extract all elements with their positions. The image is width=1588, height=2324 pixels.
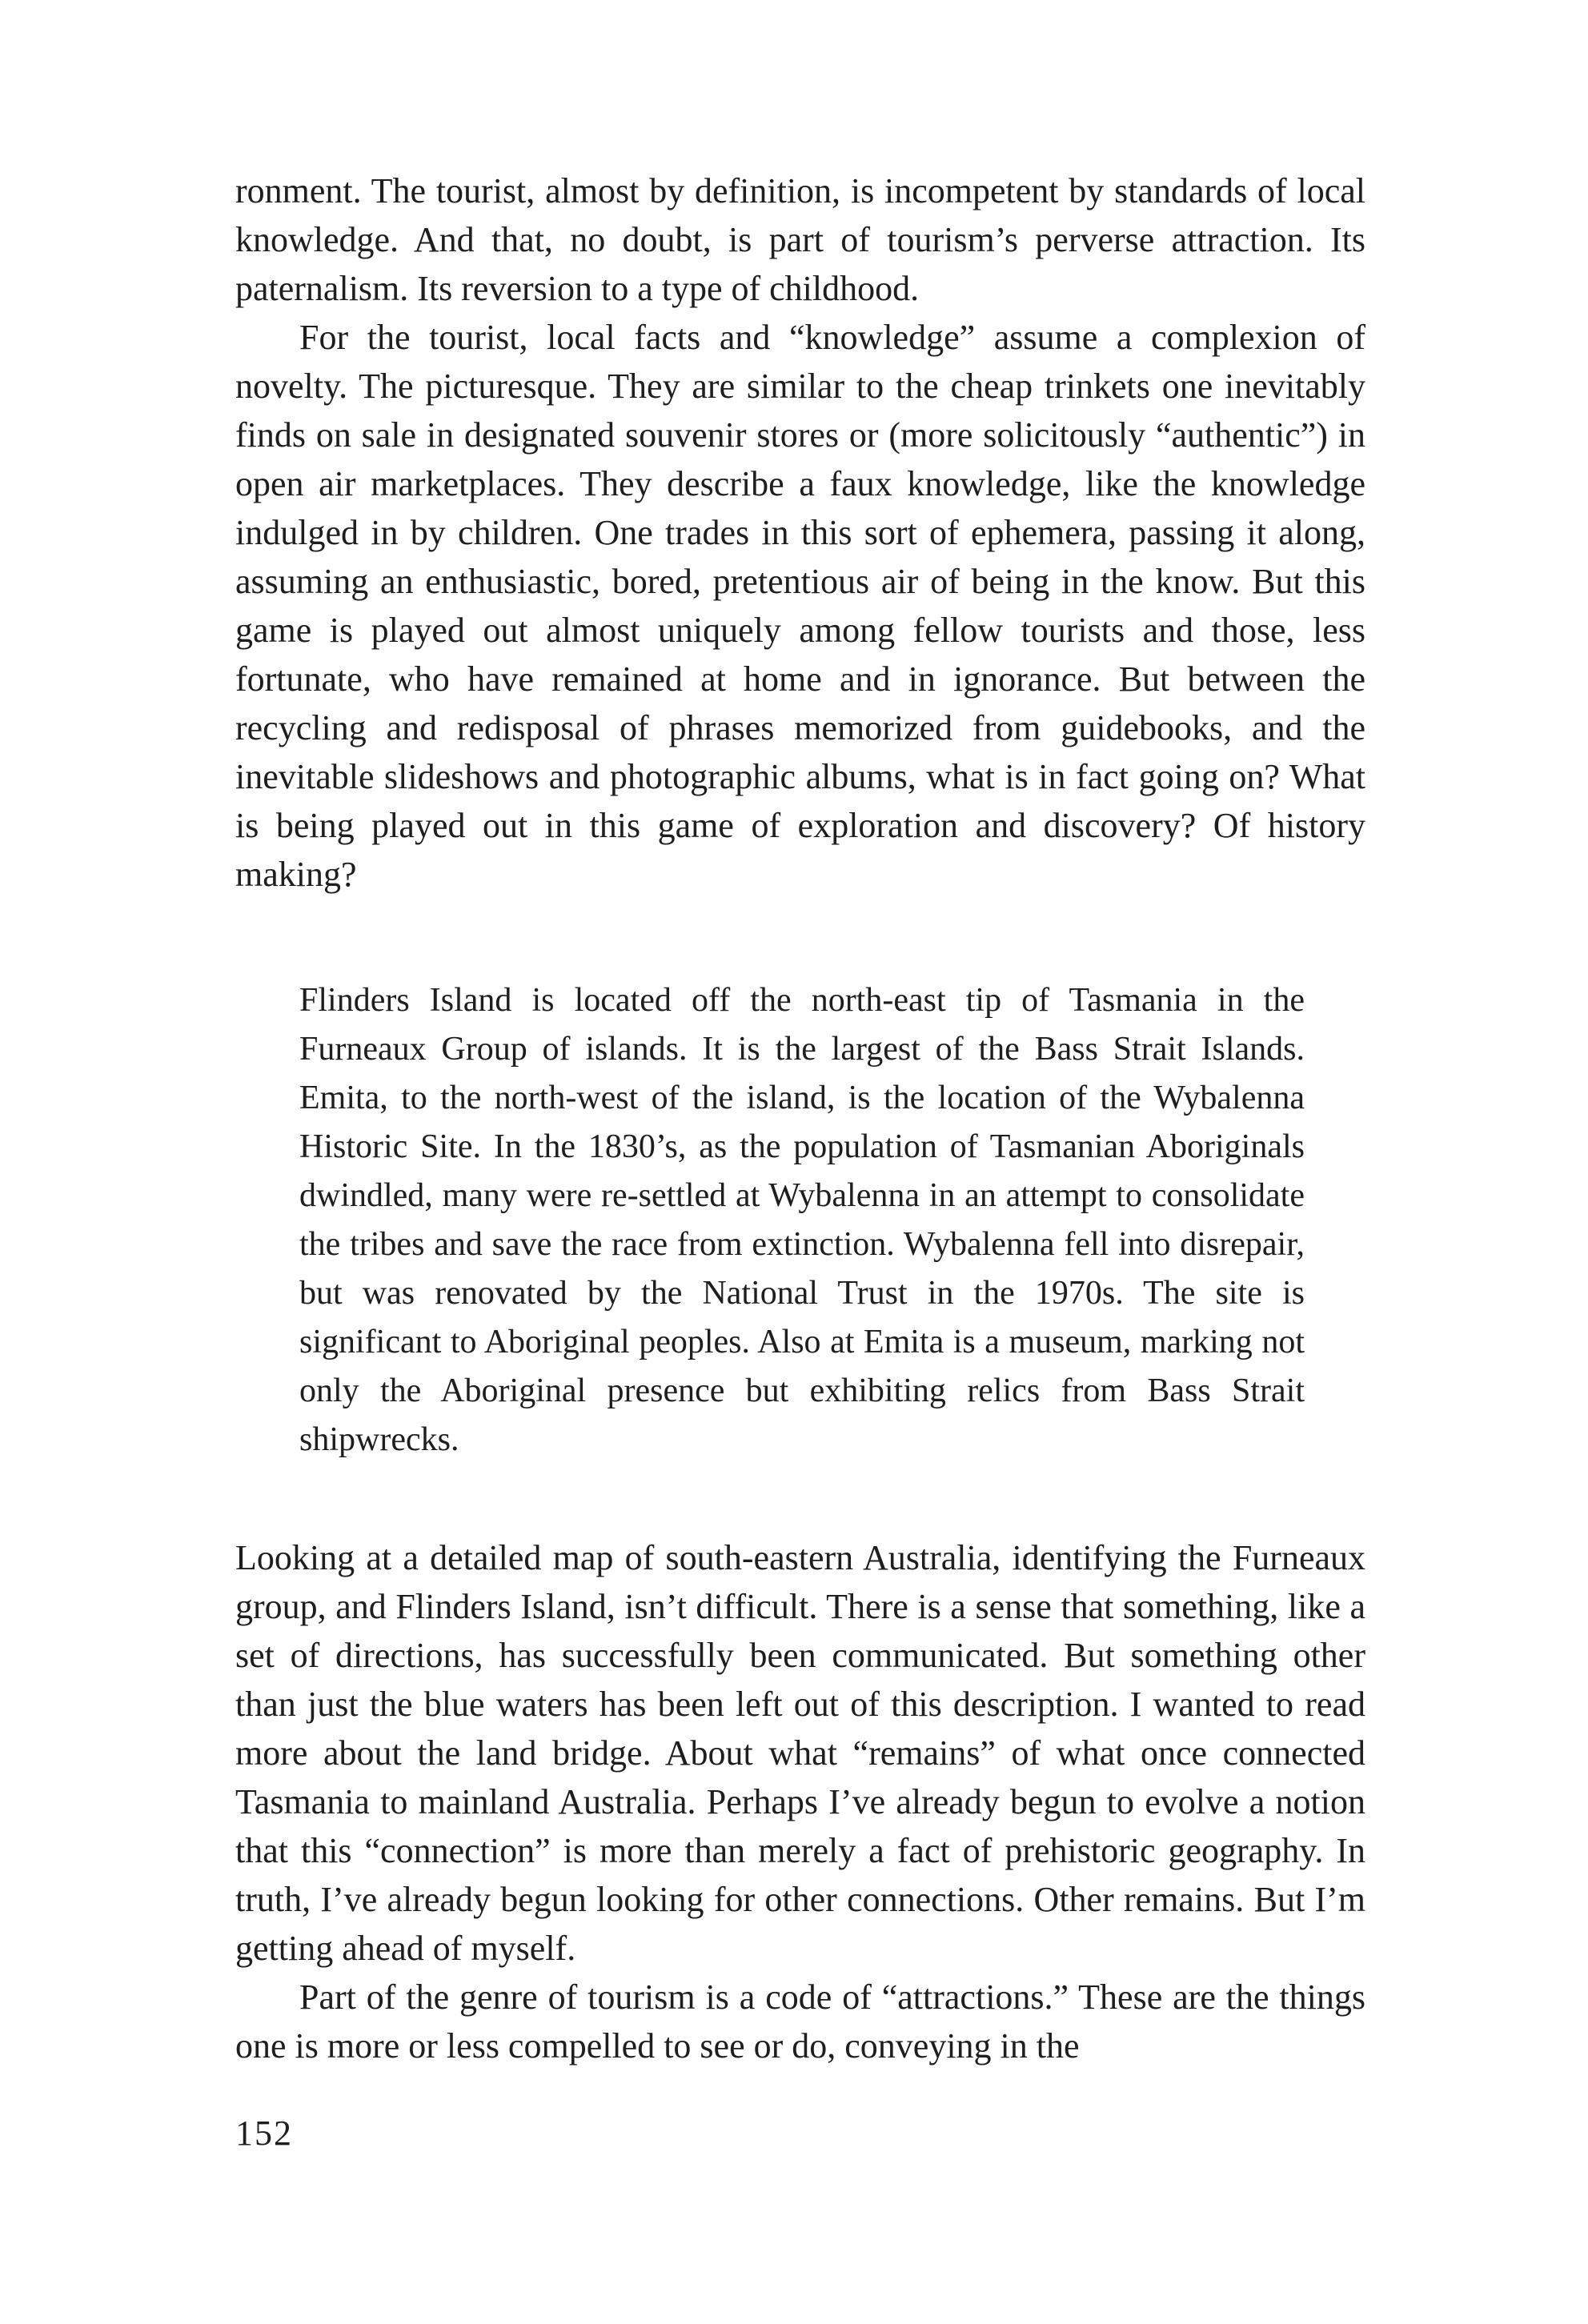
paragraph-map-description: Looking at a detailed map of south-eastern Australia, identifying the Furneaux group, and Flinders Island, isn’t difficult. There is a sense that something, like a set of directions, has successfully been communicated. But something other than just the blue waters has been left out of this description. I wanted to read more about the land bridge. About what “remains” of what once connected Tasmania to mainland Australia. Perhaps I’ve already begun to evolve a notion that this “connection” is more than merely a fact of prehistoric geography. In truth, I’ve already begun looking for other connections. Other remains. But I’m getting ahead of myself. — [235, 1538, 1365, 1968]
page-number: 152 — [235, 2114, 293, 2153]
block-quote-text: Flinders Island is located off the north-east tip of Tasmania in the Furneaux Group of islands. It is the largest of the Bass Strait Islands. Emita, to the north-west of the island, is the location of the Wybalenna Historic Site. In the 1830’s, as the population of Tasmanian Aboriginals dwindled, many were re-settled at Wybalenna in an attempt to consolidate the tribes and save the race from extinction. Wybalenna fell into disrepair, but was renovated by the National Trust in the 1970s. The site is significant to Aboriginal peoples. Also at Emita is a museum, marking not only the Aboriginal presence but exhibiting relics from Bass Strait shipwrecks. — [299, 982, 1305, 1458]
paragraph-continuation: ronment. The tourist, almost by definition, is incompetent by standards of local knowledge. And that, no doubt, is part of tourism’s perverse attraction. Its paternalism. Its reversion to a type of childhood. — [235, 171, 1365, 308]
block-quote-flinders-island — [299, 976, 1305, 1465]
paragraph-tourist-knowledge: For the tourist, local facts and “knowledge” assume a complexion of novelty. The picturesque. They are similar to the cheap trinkets one inevitably finds on sale in designated souvenir stores or (more solicitously “authentic”) in open air marketplaces. They describe a faux knowledge, like the knowledge indulged in by children. One trades in this sort of ephemera, passing it along, assuming an enthusiastic, bored, pretentious air of being in the know. But this game is played out almost uniquely among fellow tourists and those, less fortunate, who have remained at home and in ignorance. But between the recycling and redisposal of phrases memorized from guidebooks, and the inevitable slideshows and photographic albums, what is in fact going on? What is being played out in this game of exploration and discovery? Of history making? — [235, 318, 1365, 894]
paragraph-attractions: Part of the genre of tourism is a code of “attractions.” These are the things one is more or less compelled to see or do, conveying in the — [235, 1977, 1365, 2066]
body-text-top — [235, 166, 1365, 899]
body-text-bottom — [235, 1533, 1365, 2070]
